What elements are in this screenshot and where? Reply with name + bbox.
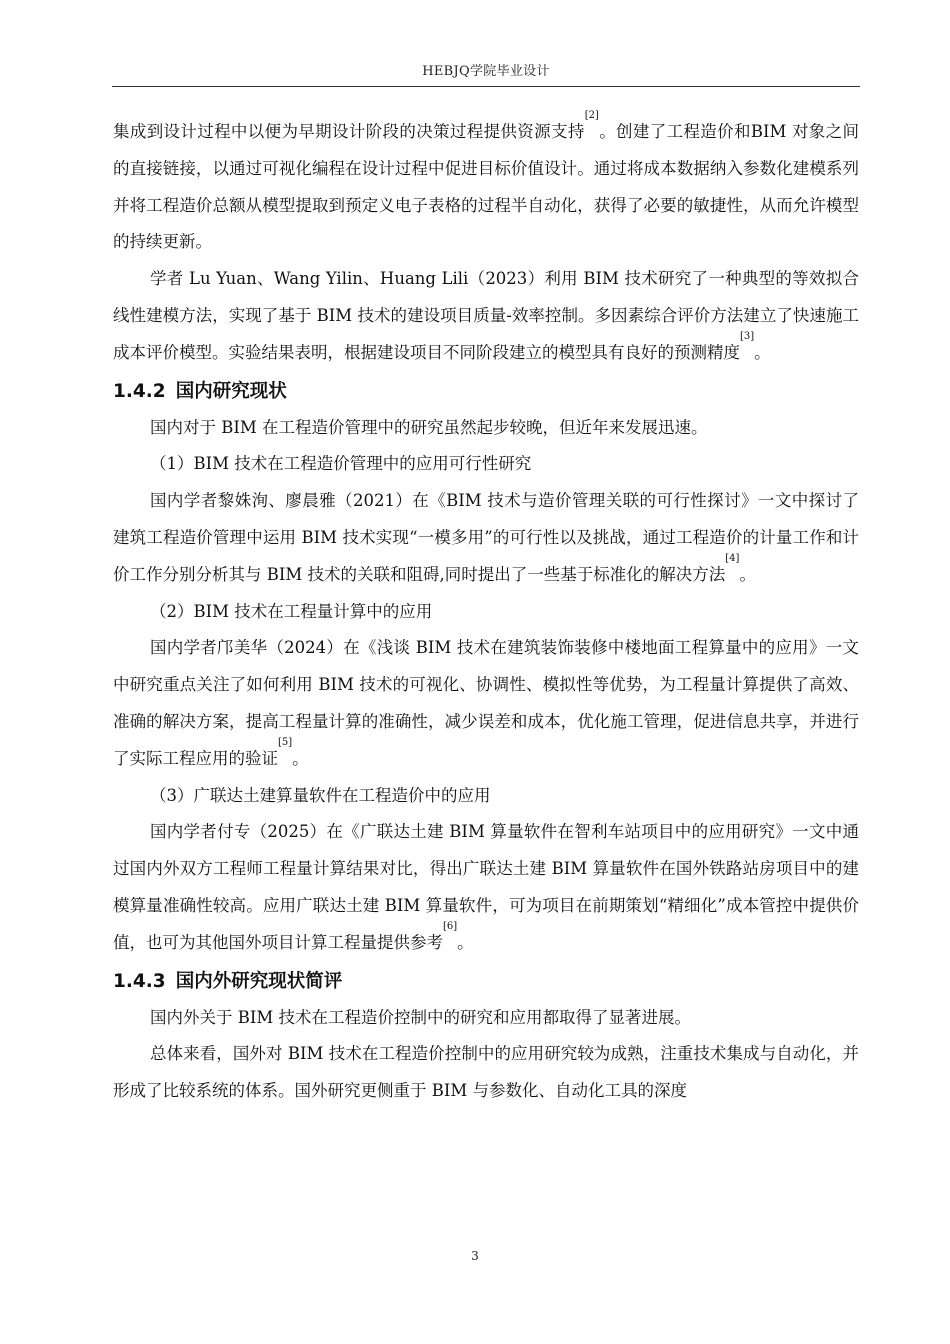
paragraph-text: 集成到设计过程中以便为早期设计阶段的决策过程提供资源支持	[113, 122, 585, 141]
citation-ref: [4]	[725, 552, 740, 564]
page-body	[113, 110, 859, 1110]
citation-ref: [3]	[740, 330, 755, 342]
paragraph-text: 。	[739, 564, 756, 584]
subheading-feasibility: （1）BIM 技术在工程造价管理中的应用可行性研究	[150, 454, 532, 474]
paragraph-text: 。	[457, 932, 474, 952]
page-number: 3	[471, 1249, 479, 1263]
paragraph-text: 。创建了工程造价和BIM 对象之间的直接链接，以通过可视化编程在设计过程中促进目标价值设计。通过将成本数据纳入参数化建模系列并将工程造价总额从模型提取到预定义电子表格的过程半自动化，获得了必要的敏捷性，从而允许模型的持续更新。	[113, 122, 859, 252]
section-number: 1.4.2	[113, 380, 166, 402]
paragraph-text: 。	[754, 342, 771, 362]
subheading-glodon: （3）广联达土建算量软件在工程造价中的应用	[150, 785, 491, 805]
section-title: 国内外研究现状简评	[175, 970, 343, 992]
paragraph-domestic-intro: 国内对于 BIM 在工程造价管理中的研究虽然起步较晚，但近年来发展迅速。	[150, 417, 708, 437]
paragraph-overall: 总体来看，国外对 BIM 技术在工程造价控制中的应用研究较为成熟，注重技术集成与自动化，并形成了比较系统的体系。国外研究更侧重于 BIM 与参数化、自动化工具的深度	[113, 1044, 859, 1101]
running-header: HEBJQ学院毕业设计	[422, 64, 550, 79]
paragraph-text: 国内学者付专（2025）在《广联达土建 BIM 算量软件在智利车站项目中的应用研究》一文中通过国内外双方工程师工程量计算结果对比，得出广联达土建 BIM 算量软件在国外铁路站房项目中的建模算量准确性较高。应用广联达土建 BIM 算量软件，可为项目在前期策划“精细化”成本管控中提供价值，也可为其他国外项目计算工程量提供参考	[113, 822, 859, 952]
paragraph-kuang	[113, 630, 859, 777]
paragraph-review-intro: 国内外关于 BIM 技术在工程造价控制中的研究和应用都取得了显著进展。	[150, 1007, 692, 1027]
citation-ref: [5]	[278, 736, 293, 748]
section-heading-1-4-3	[113, 962, 859, 1000]
section-title: 国内研究现状	[175, 380, 287, 402]
section-heading-1-4-2	[113, 372, 859, 410]
paragraph-continued	[113, 110, 859, 261]
paragraph-text: 。	[292, 748, 309, 768]
section-number: 1.4.3	[113, 970, 166, 992]
paragraph-fu-zhuan	[113, 814, 859, 961]
header-divider	[112, 86, 860, 87]
paragraph-lu-yuan	[113, 261, 859, 371]
subheading-quantity-calc: （2）BIM 技术在工程量计算中的应用	[150, 601, 433, 621]
citation-ref: [6]	[443, 920, 458, 932]
paragraph-li-liao	[113, 483, 859, 593]
paragraph-text: 学者 Lu Yuan、Wang Yilin、Huang Lili（2023）利用 BIM 技术研究了一种典型的等效拟合线性建模方法，实现了基于 BIM 技术的建设项目质量-效率控制。多因素综合评价方法建立了快速施工成本评价模型。实验结果表明，根据建设项目不同阶段建立的模型具有良好的预测精度	[113, 269, 859, 362]
paragraph-text: 国内学者邝美华（2024）在《浅谈 BIM 技术在建筑装饰装修中楼地面工程算量中的应用》一文中研究重点关注了如何利用 BIM 技术的可视化、协调性、模拟性等优势，为工程量计算提供了高效、准确的解决方案，提高工程量计算的准确性，减少误差和成本，优化施工管理，促进信息共享，并进行了实际工程应用的验证	[113, 638, 859, 768]
citation-ref: [2]	[584, 110, 599, 121]
paragraph-text: 国内学者黎姝洵、廖晨雅（2021）在《BIM 技术与造价管理关联的可行性探讨》一文中探讨了建筑工程造价管理中运用 BIM 技术实现“一模多用”的可行性以及挑战，通过工程造价的计量工作和计价工作分别分析其与 BIM 技术的关联和阻碍,同时提出了一些基于标准化的解决方法	[113, 491, 859, 584]
